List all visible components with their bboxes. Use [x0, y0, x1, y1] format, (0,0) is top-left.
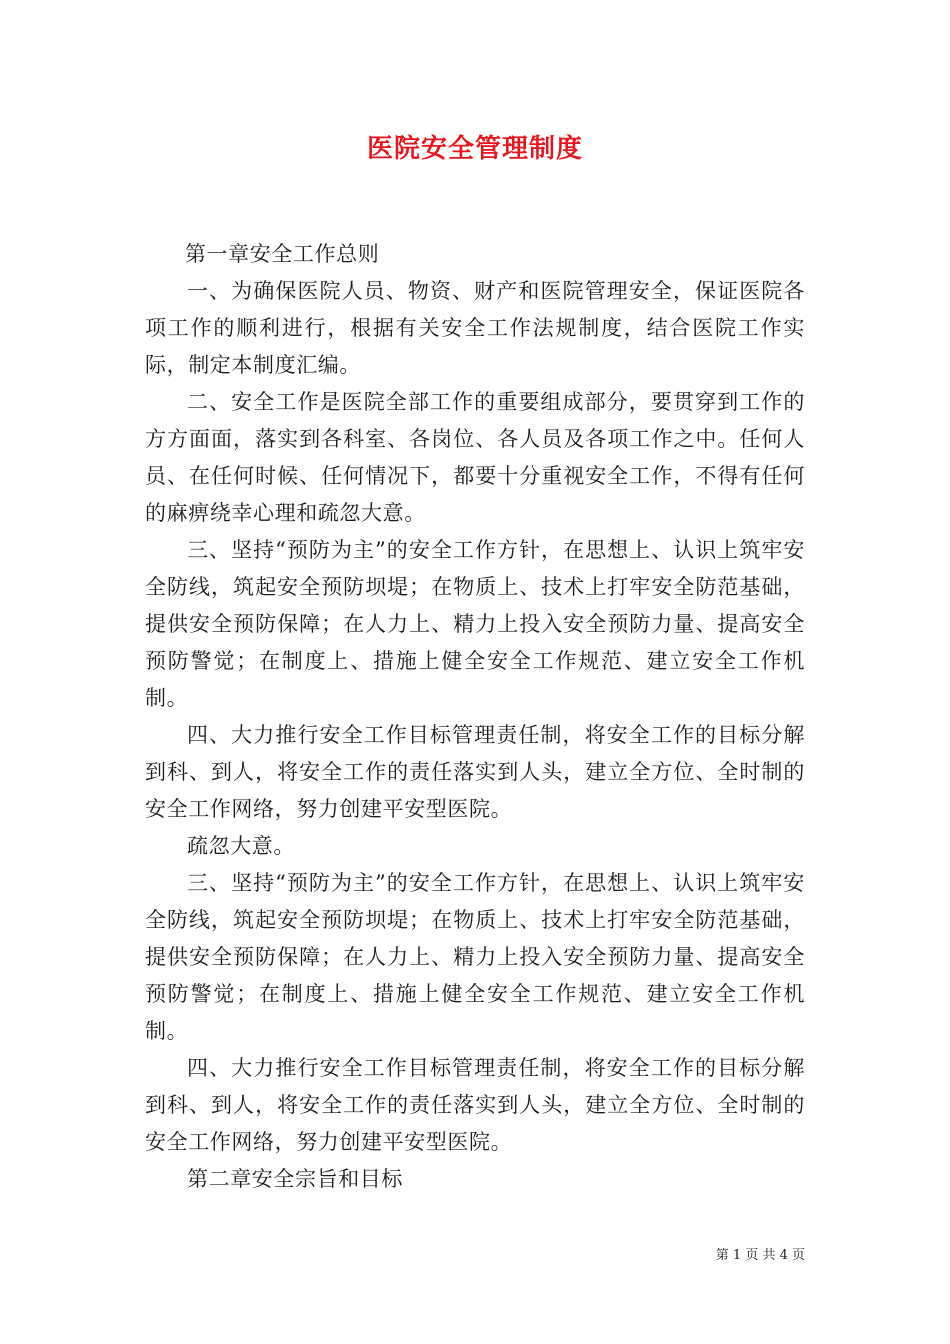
- document-title: 医院安全管理制度: [366, 134, 583, 164]
- paragraph-5: 疏忽大意。: [187, 834, 295, 858]
- paragraph-1: 一、为确保医院人员、物资、财产和医院管理安全，保证医院各项工作的顺利进行，根据有关安全工作法规制度，结合医院工作实际，制定本制度汇编。: [145, 279, 805, 377]
- chapter-heading-1: 第一章安全工作总则: [184, 242, 380, 266]
- paragraph-7: 四、大力推行安全工作目标管理责任制，将安全工作的目标分解到科、到人，将安全工作的责任落实到人头，建立全方位、全时制的安全工作网络，努力创建平安型医院。: [145, 1056, 805, 1154]
- paragraph-2: 二、安全工作是医院全部工作的重要组成部分，要贯穿到工作的方方面面，落实到各科室、各岗位、各人员及各项工作之中。任何人员、在任何时候、任何情况下，都要十分重视安全工作，不得有任何的麻痹绕幸心理和疏忽大意。: [145, 390, 805, 525]
- paragraph-4: 四、大力推行安全工作目标管理责任制，将安全工作的目标分解到科、到人，将安全工作的责任落实到人头，建立全方位、全时制的安全工作网络，努力创建平安型医院。: [145, 723, 805, 821]
- document-body: [145, 236, 805, 1198]
- paragraph-6: 三、坚持“预防为主”的安全工作方针，在思想上、认识上筑牢安全防线，筑起安全预防坝堤；在物质上、技术上打牢安全防范基础，提供安全预防保障；在人力上、精力上投入安全预防力量、提高安全预防警觉；在制度上、措施上健全安全工作规范、建立安全工作机制。: [145, 871, 805, 1043]
- paragraph-3: 三、坚持“预防为主”的安全工作方针，在思想上、认识上筑牢安全防线，筑起安全预防坝堤；在物质上、技术上打牢安全防范基础，提供安全预防保障；在人力上、精力上投入安全预防力量、提高安全预防警觉；在制度上、措施上健全安全工作规范、建立安全工作机制。: [145, 538, 805, 710]
- chapter-heading-2: 第二章安全宗旨和目标: [187, 1167, 403, 1191]
- page-number: 第 1 页 共 4 页: [715, 1248, 805, 1263]
